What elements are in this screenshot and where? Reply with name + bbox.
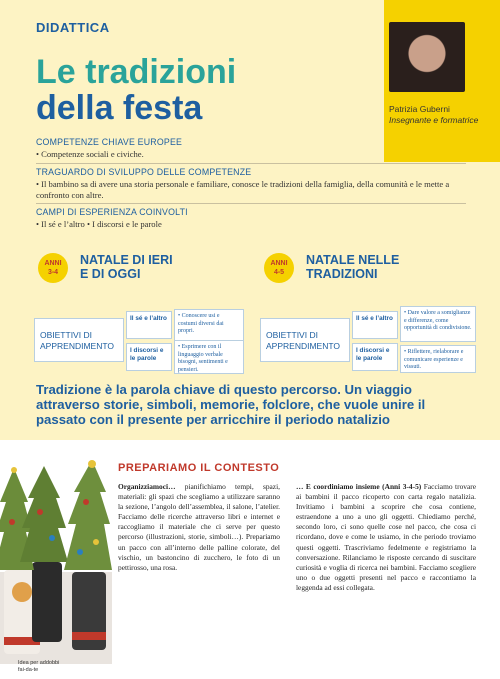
field-box: I discorsi e le parole (126, 343, 172, 371)
lead-paragraph: Tradizione è la parola chiave di questo percorso. Un viaggio attraverso storie, simboli, memorie, folclore, che vuole unire il passato con il presente per arricchire il periodo natalizio (36, 382, 426, 427)
author-name: Patrizia Guberni (389, 104, 450, 114)
article-column-2 (296, 482, 476, 593)
objectives-label: OBIETTIVI DI APPRENDIMENTO (266, 330, 340, 351)
desc-box: • Dare valore a somiglianze e differenze, come opportunità di condivisione. (400, 306, 476, 342)
objectives-label: OBIETTIVI DI APPRENDIMENTO (40, 330, 114, 351)
competence-title: COMPETENZE CHIAVE EUROPEE (36, 137, 183, 147)
article-column-1 (118, 482, 280, 573)
competence-title: CAMPI DI ESPERIENZA COINVOLTI (36, 207, 188, 217)
field-box: Il sé e l’altro (126, 311, 172, 339)
block-title (80, 253, 173, 281)
title-line2: della festa (36, 89, 203, 127)
page-title (36, 54, 236, 126)
anni-label: ANNI (44, 260, 62, 267)
block-title-line2: E DI OGGI (80, 267, 141, 281)
competence-title: TRAGUARDO DI SVILUPPO DELLE COMPETENZE (36, 167, 252, 177)
column-1-text: pianifichiamo tempi, spazi, materiali: gli spazi che scegliamo a utilizzare saranno la sezione, l’angolo dell’assemblea, il salone, l’atelier. Facciamo delle ricerche attraverso libri e internet e raccogliamo il materiale che ci serve per questo percorso (illustrazioni, storie, simboli…). Prepariamo un pacco con all’interno delle palline colorate, del vischio, un bastoncino di zucchero, le foto di un pettirosso, una rosa. (118, 482, 280, 572)
anni-badge (38, 253, 68, 283)
section-label: DIDATTICA (36, 20, 110, 35)
photo-caption: Idea per addobbi fai-da-te (18, 660, 60, 673)
competence-text: • Il bambino sa di avere una storia personale e familiare, conosce le tradizioni della famiglia, della comunità e le mette a confronto con altre. (36, 179, 450, 200)
column-2-text: Facciamo trovare ai bambini il pacco ricoperto con carta regalo natalizia. Invitiamo i bambini a scoprire che cosa contiene, estraendone a uno a uno gli oggetti. Chiediamo perché, secondo loro, ci sono quelle cose nel pacco, che cosa ci ricordano, dove e come le usiamo, in che periodo troviamo questi oggetti. Trascriviamo fedelmente e registriamo la conversazione. Rilanciamo le risposte cercando di suscitare curiosità e voglia di ricerca nei bambini. Facciamo scegliere uno o due oggetti presenti nel pacco e raccontiamo la leggenda ad essi collegata. (296, 482, 476, 592)
field-box: I discorsi e le parole (352, 343, 398, 371)
competence-1 (36, 137, 466, 160)
article-heading: PREPARIAMO IL CONTESTO (118, 462, 280, 474)
column-2-lead: … E coordiniamo insieme (Anni 3-4-5) (296, 482, 422, 491)
column-1-lead: Organizziamoci… (118, 482, 176, 491)
anni-range: 3-4 (47, 269, 59, 276)
competence-3 (36, 207, 466, 230)
block-title (306, 253, 399, 281)
author-photo (389, 22, 465, 92)
anni-range: 4-5 (273, 269, 285, 276)
author-role: Insegnante e formatrice (389, 115, 479, 125)
competence-2 (36, 167, 466, 201)
block-title-line1: NATALE DI IERI (80, 253, 173, 267)
desc-box: • Riflettere, rielaborare e comunicare esperienze e vissuti. (400, 345, 476, 373)
competence-text: • Competenze sociali e civiche. (36, 149, 144, 159)
block-title-line2: TRADIZIONI (306, 267, 378, 281)
anni-label: ANNI (270, 260, 288, 267)
christmas-tree-photo (0, 452, 112, 664)
field-box: Il sé e l’altro (352, 311, 398, 339)
divider (36, 203, 466, 204)
competence-text: • Il sé e l’altro • I discorsi e le parole (36, 219, 162, 229)
title-line1: Le tradizioni (36, 53, 237, 91)
divider (36, 163, 466, 164)
desc-box: • Esprimere con il linguaggio verbale bisogni, sentimenti e pensieri. (174, 340, 244, 374)
block-title-line1: NATALE NELLE (306, 253, 400, 267)
desc-box: • Conoscere usi e costumi diversi dai propri. (174, 309, 244, 341)
anni-badge (264, 253, 294, 283)
